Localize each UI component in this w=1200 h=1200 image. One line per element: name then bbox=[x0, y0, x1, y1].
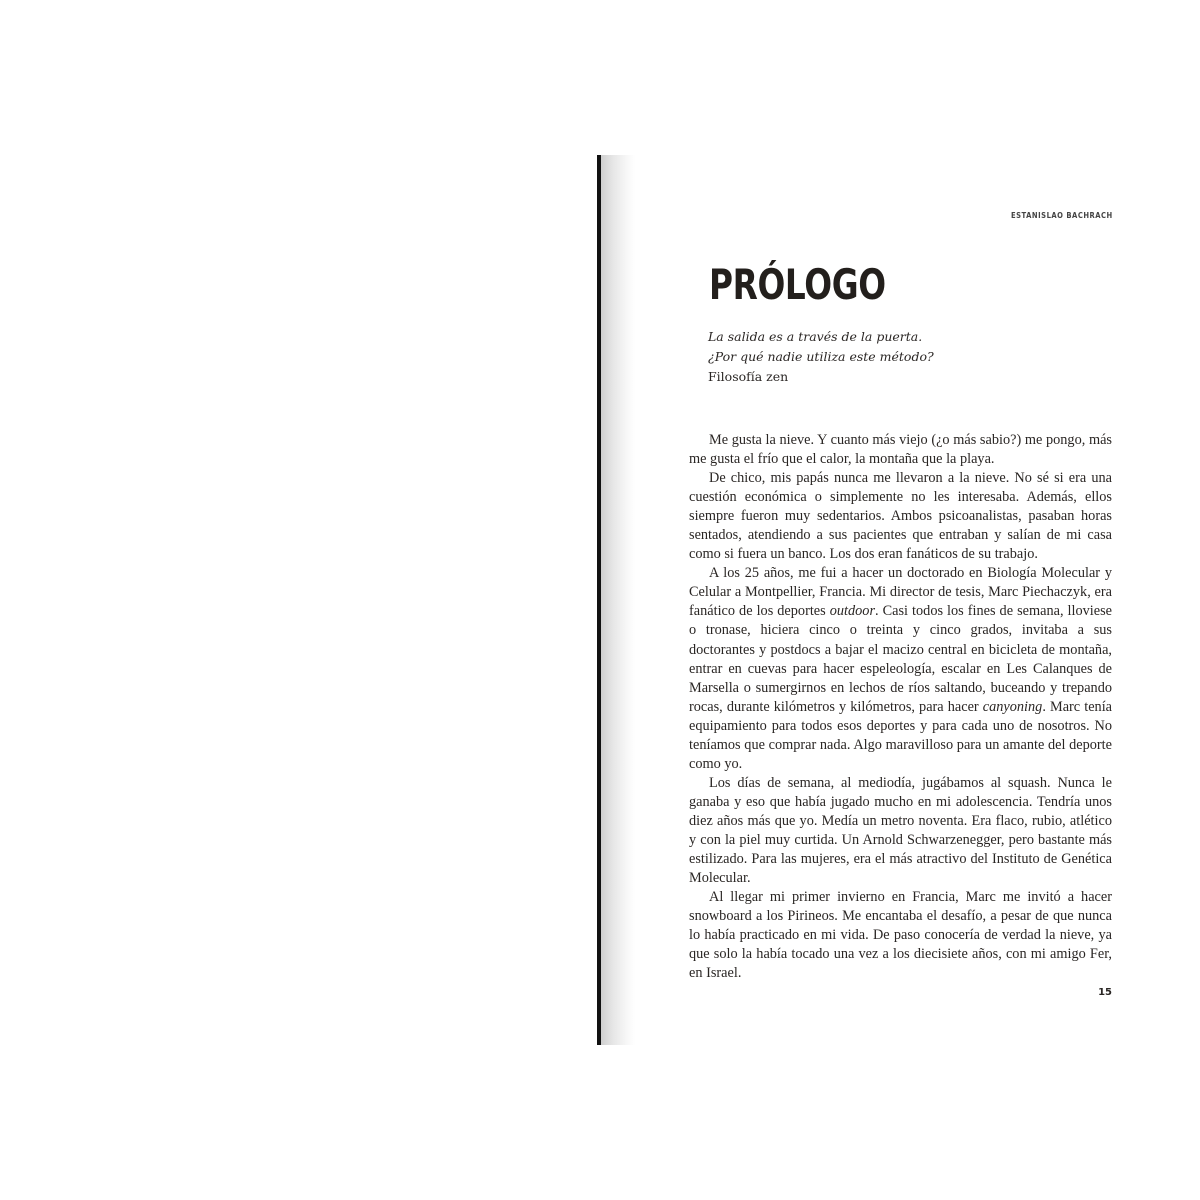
book-page bbox=[601, 155, 1139, 1045]
paragraph-text: Al llegar mi primer invierno en Francia, Marc me invitó a hacer snowboard a los Pirineos. Me encantaba el desafío, a pesar de que nunca lo había practicado en mi vida. De paso conocería de verdad la nieve, ya que solo la había tocado una vez a los diecisiete años, con mi amigo Fer, en Israel. bbox=[689, 889, 1112, 982]
paragraph-text: Me gusta la nieve. Y cuanto más viejo (¿o más sabio?) me pongo, más me gusta el frío que el calor, la montaña que la playa. bbox=[689, 432, 1112, 468]
running-head: ESTANISLAO BACHRACH bbox=[1011, 211, 1113, 220]
gutter-shadow bbox=[601, 155, 635, 1045]
paragraph-text: A los 25 años, me fui a hacer un doctorado en Biología Molecular y Celular a Montpellier, Francia. Mi director de tesis, Marc Piechaczyk, era fanático de los deportes bbox=[689, 565, 1112, 620]
epigraph bbox=[708, 327, 934, 387]
paragraph bbox=[689, 774, 1112, 888]
body-text bbox=[689, 431, 1112, 983]
paragraph bbox=[689, 564, 1112, 774]
page-number: 15 bbox=[1098, 987, 1112, 998]
epigraph-attribution: Filosofía zen bbox=[708, 369, 789, 384]
paragraph bbox=[689, 469, 1112, 564]
chapter-title: PRÓLOGO bbox=[709, 260, 886, 309]
epigraph-line: ¿Por qué nadie utiliza este método? bbox=[708, 349, 934, 364]
paragraph-text: . Marc tenía equipamiento para todos esos deportes y para cada uno de nosotros. No teníamos que comprar nada. Algo maravilloso para un amante del deporte como yo. bbox=[689, 698, 1113, 772]
paragraph-text: Los días de semana, al mediodía, jugábamos al squash. Nunca le ganaba y eso que había jugado mucho en mi adolescencia. Tendría unos diez años más que yo. Medía un metro noventa. Era flaco, rubio, atlético y con la piel muy curtida. Un Arnold Schwarzenegger, pero bastante más estilizado. Para las mujeres, era el más atractivo del Instituto de Genética Molecular. bbox=[689, 774, 1112, 887]
paragraph-text: De chico, mis papás nunca me llevaron a la nieve. No sé si era una cuestión económica o simplemente no les interesaba. Además, ellos siempre fueron muy sedentarios. Ambos psicoanalistas, pasaban horas sentados, atendiendo a sus pacientes que entraban y salían de mi casa como si fuera un banco. Los dos eran fanáticos de su trabajo. bbox=[689, 470, 1112, 563]
italic-term: canyoning bbox=[982, 698, 1043, 715]
paragraph-text: . Casi todos los fines de semana, lloviese o tronase, hiciera cinco o treinta y cinco grados, invitaba a sus doctorantes y postdocs a bajar el macizo central en bicicleta de montaña, entrar en cuevas para hacer espeleología, escalar en Les Calanques de Marsella o sumergirnos en lechos de ríos saltando, buceando y trepando rocas, durante kilómetros y kilómetros, para hacer bbox=[689, 603, 1113, 715]
epigraph-line: La salida es a través de la puerta. bbox=[708, 329, 923, 344]
paragraph bbox=[689, 888, 1112, 983]
italic-term: outdoor bbox=[829, 603, 876, 620]
paragraph bbox=[689, 431, 1112, 469]
